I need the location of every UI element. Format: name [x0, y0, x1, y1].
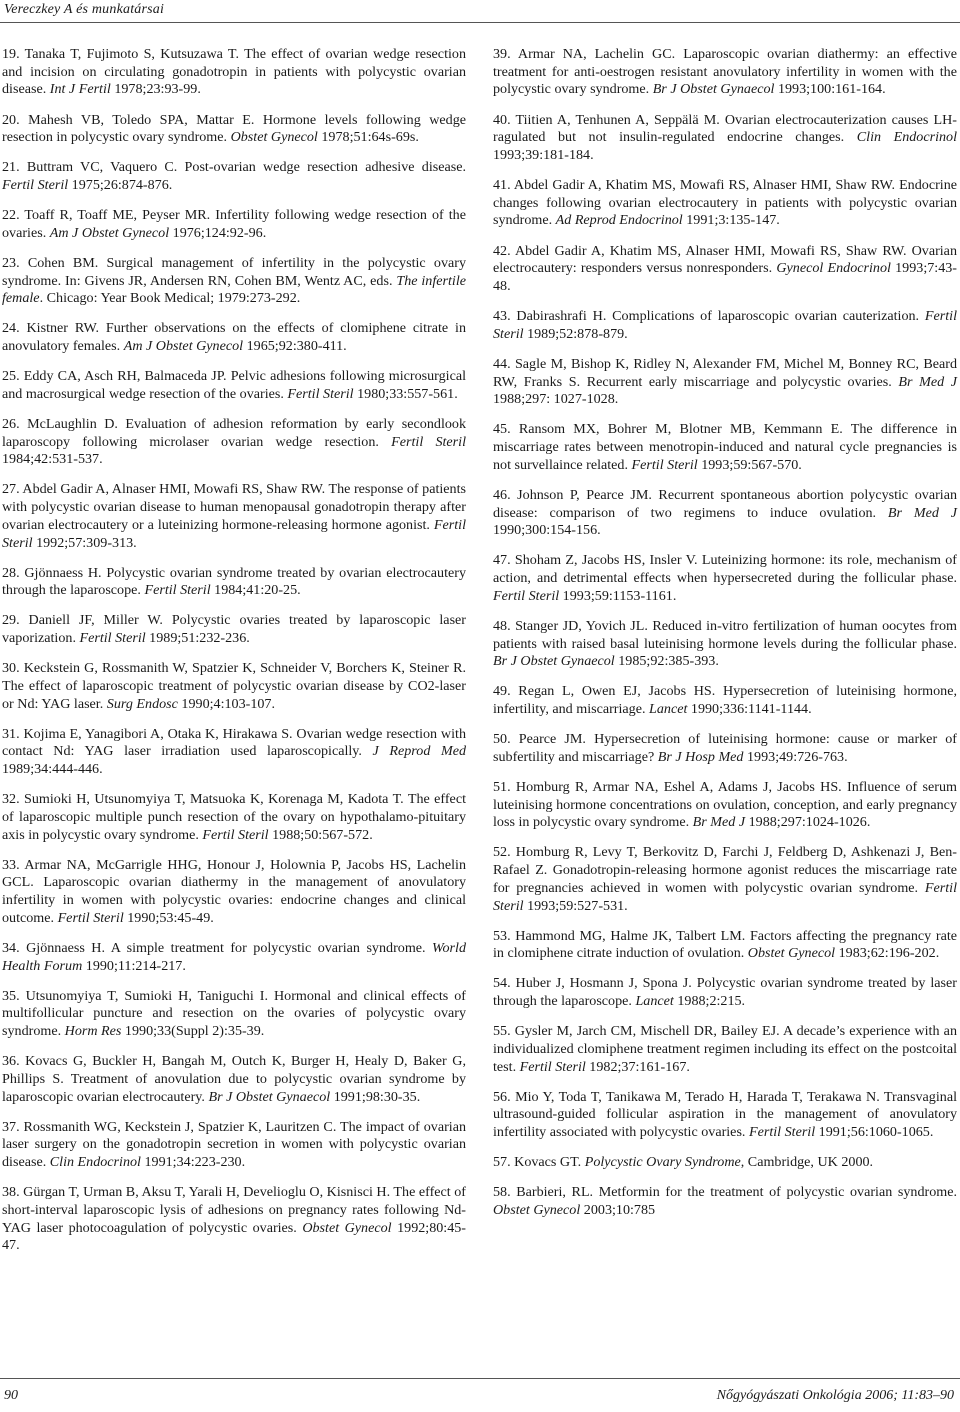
reference-text: 1990;4:103-107. [177, 695, 275, 712]
reference-text: . Chicago: Year Book Medical; 1979:273-292. [39, 290, 301, 307]
reference-item [2, 320, 466, 355]
reference-item [493, 243, 957, 296]
reference-source: Fertil Steril [493, 879, 957, 914]
reference-source: The infertile female [2, 272, 466, 307]
reference-column-left [2, 46, 466, 1267]
reference-source: Br Med J [898, 373, 957, 390]
reference-item [2, 1184, 466, 1255]
reference-text: 27. Abdel Gadir A, Alnaser HMI, Mowafi RS, Shaw RW. The response of patients with polycystic ovarian disease to human menopausal gonadotropin therapy after ovarian electrocautery or a luteinizing hormone-releasing hormone agonist. [2, 481, 466, 533]
reference-item [2, 416, 466, 469]
reference-source: Obstet Gynecol [230, 129, 318, 146]
reference-item [493, 1089, 957, 1142]
reference-item [2, 159, 466, 194]
reference-text: 52. Homburg R, Levy T, Berkovitz D, Farchi J, Feldberg D, Ashkenazi J, Ben-Rafael Z. Gonadotropin-releasing hormone agonist reduces the miscarriage rate for pregnancies achieved in women with polycystic ovarian syndrome. [493, 844, 957, 896]
reference-item [2, 857, 466, 928]
reference-text: 1984;41:20-25. [210, 582, 301, 599]
reference-text: 1993;49:726-763. [743, 748, 848, 765]
reference-source: Br J Obstet Gynaecol [208, 1088, 331, 1105]
reference-item [493, 683, 957, 718]
reference-source: World Health Forum [2, 939, 466, 974]
reference-source: Fertil Steril [287, 385, 354, 402]
reference-source: Clin Endocrinol [856, 129, 957, 146]
reference-item [2, 726, 466, 779]
reference-source: Fertil Steril [2, 177, 69, 193]
reference-text: 21. Buttram VC, Vaquero C. Post-ovarian wedge resection adhesive disease. [2, 159, 466, 176]
reference-item [493, 112, 957, 165]
reference-source: Fertil Steril [2, 516, 466, 551]
reference-text: 1983;62:196-202. [835, 945, 940, 962]
reference-source: Obstet Gynecol [747, 945, 836, 962]
reference-item [2, 940, 466, 975]
reference-text: 1980;33:557-561. [353, 385, 458, 402]
reference-text: 1993;59:1153-1161. [559, 587, 677, 604]
reference-source: Fertil Steril [519, 1058, 586, 1075]
reference-text: 51. Homburg R, Armar NA, Eshel A, Adams J, Jacobs HS. Influence of serum luteinising hormone concentrations on ovulation, conception, and early pregnancy loss in polycystic ovary syndrome. [493, 778, 957, 831]
reference-item [493, 975, 957, 1010]
reference-text: 37. Rossmanith WG, Keckstein J, Spatzier K, Lauritzen C. The impact of ovarian laser surgery on the gonadotropin secretion in women with polycystic ovarian disease. [2, 1118, 466, 1171]
reference-source: Lancet [649, 701, 688, 717]
reference-item [2, 255, 466, 308]
reference-text: 1976;124:92-96. [169, 224, 267, 241]
reference-text: 46. Johnson P, Pearce JM. Recurrent spontaneous abortion polycystic ovarian disease: comparison of two regimens to induce ovulation. [493, 486, 957, 521]
reference-source: Fertil Steril [493, 587, 560, 604]
reference-source: Br J Obstet Gynaecol [652, 81, 775, 98]
reference-source: J Reprod Med [372, 743, 467, 760]
reference-text: 38. Gürgan T, Urman B, Aksu T, Yarali H, Develioglu O, Kisnisci H. The effect of short-interval laparoscopic lysis of adhesions on pregnancy rates following Nd-YAG laser photocoagulation of polycystic ovaries. [2, 1184, 466, 1236]
reference-text: 47. Shoham Z, Jacobs HS, Insler V. Luteinizing hormone: its role, mechanism of action, and detrimental effects when hypersecreted during the follicular phase. [493, 552, 957, 586]
reference-text: 55. Gysler M, Jarch CM, Mischell DR, Bailey EJ. A decade’s experience with an individualized clomiphene treatment regimen including its effect on the postcoital test. [493, 1023, 957, 1075]
reference-text: 39. Armar NA, Lachelin GC. Laparoscopic ovarian diathermy: an effective treatment for anti-oestrogen resistant anovulatory infertility in women with the polycystic ovary syndrome. [493, 46, 957, 98]
reference-source: Obstet Gynecol [493, 1201, 581, 1218]
reference-source: Am J Obstet Gynecol [123, 338, 244, 355]
reference-text: 30. Keckstein G, Rossmanith W, Spatzier K, Schneider V, Borchers K, Steiner R. The effect of laparoscopic treatment of polycystic ovarian disease by CO2-laser or Nd: YAG laser. [2, 660, 466, 712]
footer-rule [0, 1378, 960, 1379]
reference-text: 1990;53:45-49. [123, 909, 214, 926]
reference-text: 2003;10:785 [580, 1201, 656, 1218]
reference-text: 1978;51:64s-69s. [317, 129, 419, 146]
reference-text: 53. Hammond MG, Halme JK, Talbert LM. Factors affecting the pregnancy rate in clomiphene citrate induction of ovulation. [493, 927, 957, 962]
reference-source: Int J Fertil [49, 81, 111, 98]
reference-column-right [493, 46, 957, 1232]
reference-text: 1989;52:878-879. [523, 325, 628, 342]
reference-item [2, 988, 466, 1041]
reference-item [2, 1119, 466, 1172]
reference-source: Fertil Steril [79, 630, 146, 647]
reference-text: 20. Mahesh VB, Toledo SPA, Mattar E. Hormone levels following wedge resection in polycystic ovary syndrome. [2, 111, 466, 146]
reference-item [493, 1184, 957, 1219]
reference-source: Br Med J [692, 814, 746, 831]
reference-source: Fertil Steril [631, 456, 698, 473]
reference-source: Fertil Steril [493, 308, 957, 342]
reference-item [2, 660, 466, 713]
reference-item [2, 207, 466, 242]
reference-text: 56. Mio Y, Toda T, Tanikawa M, Terado H, Harada T, Terakawa N. Transvaginal ultrasound-guided follicular aspiration in the management of anovulatory infertility associated with polycystic ovaries. [493, 1088, 957, 1141]
reference-text: 57. Kovacs GT. [493, 1154, 585, 1171]
reference-text: 28. Gjönnaess H. Polycystic ovarian syndrome treated by ovarian electrocautery through the laparoscope. [2, 564, 466, 599]
reference-source: Br J Obstet Gynaecol [493, 653, 615, 670]
reference-source: Fertil Steril [748, 1124, 816, 1141]
reference-source: Gynecol Endocrinol [776, 260, 891, 277]
reference-source: Fertil Steril [144, 582, 211, 599]
reference-source: Fertil Steril [57, 909, 124, 926]
reference-text: 36. Kovacs G, Buckler H, Bangah M, Outch K, Burger H, Healy D, Baker G, Phillips S. Treatment of anovulation due to polycystic ovarian syndrome by laparoscopic ovarian electrocautery. [2, 1053, 466, 1105]
reference-text: 1988;2:215. [673, 993, 746, 1010]
reference-text: 44. Sagle M, Bishop K, Ridley N, Alexander FM, Michel M, Bonney RC, Beard RW, Franks S. Recurrent early miscarriage and polycystic ovaries. [493, 355, 957, 390]
reference-text: 1991;98:30-35. [330, 1088, 421, 1105]
reference-text: 58. Barbieri, RL. Metformin for the treatment of polycystic ovarian syndrome. [493, 1184, 957, 1201]
reference-text: 54. Huber J, Hosmann J, Spona J. Polycystic ovarian syndrome treated by laser through the laparoscope. [493, 975, 957, 1010]
reference-item [2, 565, 466, 600]
reference-source: Clin Endocrinol [49, 1154, 141, 1171]
reference-text: 22. Toaff R, Toaff ME, Peyser MR. Infertility following wedge resection of the ovaries. [2, 207, 466, 241]
reference-text: 1975;26:874-876. [68, 177, 173, 193]
reference-text: 34. Gjönnaess H. A simple treatment for polycystic ovarian syndrome. [2, 939, 433, 956]
reference-text: 19. Tanaka T, Fujimoto S, Kutsuzawa T. The effect of ovarian wedge resection and incision on circulating gonadotropin in patients with polycystic ovarian disease. [2, 46, 466, 98]
reference-text: 42. Abdel Gadir A, Khatim MS, Alnaser HMI, Mowafi RS, Shaw RW. Ovarian electrocautery: responders versus nonresponders. [493, 242, 957, 277]
reference-text: 1988;297:1024-1026. [745, 814, 871, 831]
reference-text: 32. Sumioki H, Utsunomyiya T, Matsuoka K, Korenaga M, Kadota T. The effect of laparoscopic multiple punch resection of the ovary on hypothalamo-pituitary axis in polycystic ovary syndrome. [2, 791, 466, 843]
reference-item [493, 731, 957, 766]
reference-item [493, 356, 957, 409]
reference-source: Polycystic Ovary Syndrome [584, 1154, 741, 1171]
reference-text: 1993;39:181-184. [493, 146, 594, 163]
reference-item [493, 928, 957, 963]
reference-source: Am J Obstet Gynecol [49, 224, 170, 241]
reference-text: 1993;7:43-48. [493, 260, 957, 294]
reference-text: , Cambridge, UK 2000. [740, 1154, 874, 1171]
reference-item [493, 1023, 957, 1076]
reference-source: Fertil Steril [391, 433, 466, 450]
reference-source: Ad Reprod Endocrinol [555, 212, 683, 229]
reference-text: 1988;297: 1027-1028. [493, 391, 619, 408]
reference-text: 24. Kistner RW. Further observations on the effects of clomiphene citrate in anovulatory females. [2, 320, 466, 355]
reference-text: 1984;42:531-537. [2, 451, 103, 468]
reference-text: 25. Eddy CA, Asch RH, Balmaceda JP. Pelvic adhesions following microsurgical and macrosurgical wedge resection of the ovaries. [2, 368, 466, 402]
reference-text: 1990;336:1141-1144. [687, 701, 812, 717]
reference-text: 26. McLaughlin D. Evaluation of adhesion reformation by early secondlook laparoscopy following microlaser ovarian wedge resection. [2, 415, 466, 450]
reference-text: 1990;300:154-156. [493, 522, 601, 539]
reference-text: 1988;50:567-572. [268, 826, 373, 843]
reference-text: 29. Daniell JF, Miller W. Polycystic ovaries treated by laparoscopic laser vaporization. [2, 612, 466, 647]
reference-text: 45. Ransom MX, Bohrer M, Blotner MB, Kemmann E. The difference in miscarriage rates between menotropin-induced and natural cycle pregnancies is not survellaince related. [493, 421, 957, 473]
reference-text: 1993;59:527-531. [523, 897, 628, 914]
reference-text: 1991;34:223-230. [140, 1154, 246, 1171]
reference-text: 1991;3:135-147. [682, 212, 780, 229]
reference-source: Surg Endosc [106, 695, 178, 712]
reference-text: 1990;11:214-217. [82, 957, 186, 974]
reference-text: 33. Armar NA, McGarrigle HHG, Honour J, Holownia P, Jacobs HS, Lachelin GCL. Laparoscopic ovarian diathermy in the management of anovulatory infertility in women with polycystic ovaries: endocrine changes and clinical outcome. [2, 856, 466, 926]
reference-text: 43. Dabirashrafi H. Complications of laparoscopic ovarian cauterization. [493, 308, 925, 324]
reference-item [493, 308, 957, 343]
reference-text: 1978;23:93-99. [110, 81, 201, 98]
reference-item [493, 844, 957, 915]
reference-text: 35. Utsunomyiya T, Sumioki H, Taniguchi I. Hormonal and clinical effects of multifollicular puncture and resection on the ovaries of polycystic ovary syndrome. [2, 987, 466, 1040]
header-rule [0, 22, 960, 23]
reference-item [2, 1053, 466, 1106]
reference-text: 48. Stanger JD, Yovich JL. Reduced in-vitro fertilization of human oocytes from patients with raised basal luteinising hormone levels during the follicular phase. [493, 617, 957, 652]
reference-text: 23. Cohen BM. Surgical management of infertility in the polycystic ovary syndrome. In: Givens JR, Andersen RN, Cohen BM, Wentz AC, eds. [2, 254, 466, 289]
reference-item [2, 612, 466, 647]
reference-item [493, 487, 957, 540]
reference-item [493, 1154, 957, 1172]
reference-text: 1965;92:380-411. [243, 338, 347, 355]
reference-text: 1991;56:1060-1065. [815, 1124, 934, 1141]
reference-item [493, 46, 957, 99]
reference-text: 1990;33(Suppl 2):35-39. [121, 1023, 265, 1040]
reference-text: 40. Tiitien A, Tenhunen A, Seppälä M. Ovarian electrocauterization causes LH-ragulated but not insulin-regulated endocrine changes. [493, 111, 957, 146]
reference-text: 1985;92:385-393. [614, 653, 719, 670]
journal-citation: Nőgyógyászati Onkológia 2006; 11:83–90 [716, 1388, 954, 1403]
reference-item [493, 177, 957, 230]
reference-text: 41. Abdel Gadir A, Khatim MS, Mowafi RS, Alnaser HMI, Shaw RW. Endocrine changes following ovarian electrocautery in patients with polycystic ovarian syndrome. [493, 177, 957, 229]
reference-text: 1989;51:232-236. [145, 630, 250, 647]
reference-source: Lancet [635, 993, 674, 1010]
reference-source: Br J Hosp Med [657, 748, 744, 765]
reference-item [493, 618, 957, 671]
reference-item [493, 779, 957, 832]
reference-text: 1993;100:161-164. [774, 81, 886, 98]
running-head: Vereczkey A és munkatársai [4, 2, 165, 17]
reference-item [2, 46, 466, 99]
reference-text: 1989;34:444-446. [2, 761, 103, 778]
reference-item [2, 112, 466, 147]
reference-text: 49. Regan L, Owen EJ, Jacobs HS. Hypersecretion of luteinising hormone, infertility, and miscarriage. [493, 683, 957, 717]
reference-item [493, 421, 957, 474]
reference-text: 31. Kojima E, Yanagibori A, Otaka K, Hirakawa S. Ovarian wedge resection with contact Nd: YAG laser irradiation used laparoscopically. [2, 725, 466, 760]
reference-text: 1992;80:45-47. [2, 1219, 466, 1254]
reference-text: 1992;57:309-313. [32, 534, 137, 551]
reference-item [2, 791, 466, 844]
page-number: 90 [4, 1388, 18, 1403]
reference-source: Fertil Steril [202, 826, 269, 843]
reference-source: Horm Res [64, 1023, 122, 1040]
reference-text: 1982;37:161-167. [585, 1058, 690, 1075]
reference-text: 1993;59:567-570. [697, 456, 802, 473]
reference-source: Obstet Gynecol [302, 1219, 392, 1236]
reference-item [493, 552, 957, 605]
reference-source: Br Med J [887, 504, 957, 521]
reference-item [2, 368, 466, 403]
reference-text: 50. Pearce JM. Hypersecretion of luteinising hormone: cause or marker of subfertility and miscarriage? [493, 731, 957, 765]
reference-item [2, 481, 466, 552]
